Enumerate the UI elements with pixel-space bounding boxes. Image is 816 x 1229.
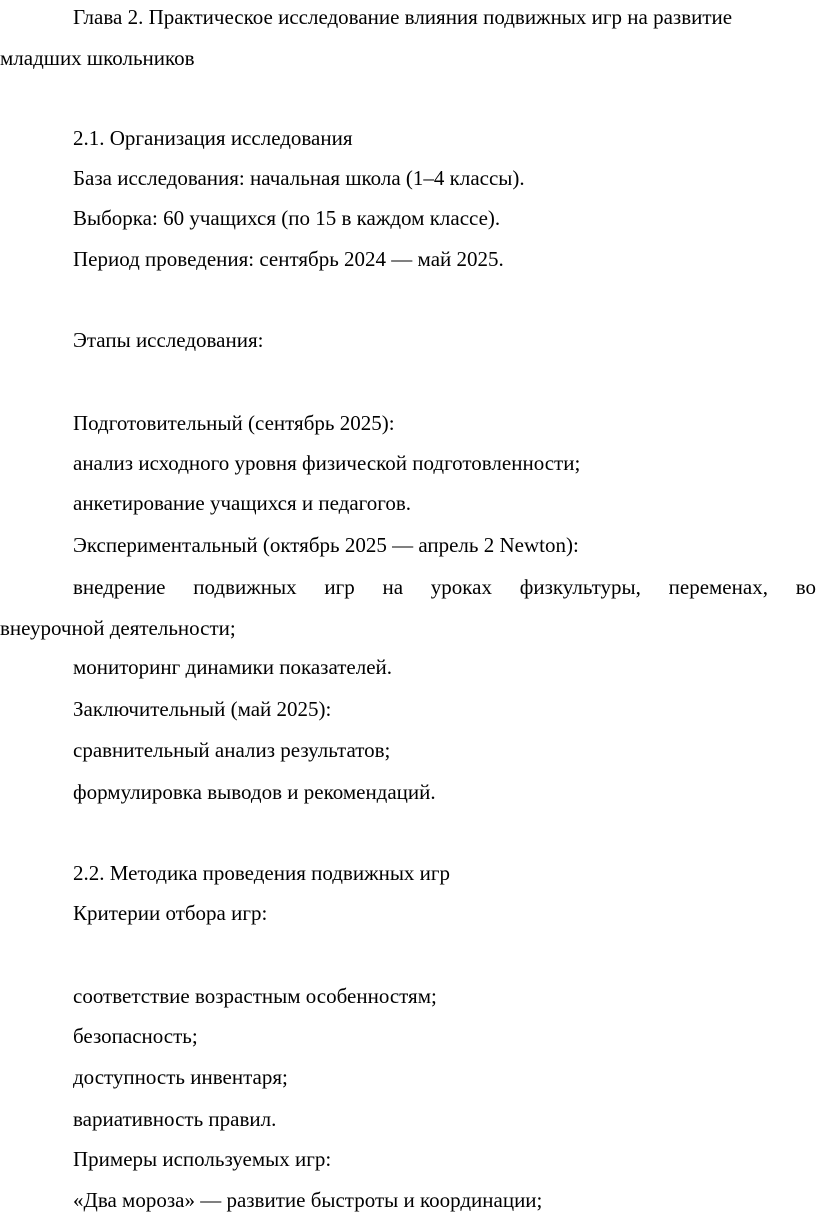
chapter-title-line-1: Глава 2. Практическое исследование влияния подвижных игр на развитие <box>73 5 733 29</box>
criteria-item-4: вариативность правил. <box>73 1107 277 1131</box>
stage-final-item-2: формулировка выводов и рекомендаций. <box>73 780 436 804</box>
justified-word: внедрение <box>73 575 166 599</box>
stage-preparatory-item-2: анкетирование учащихся и педагогов. <box>73 491 412 515</box>
criteria-item-3: доступность инвентаря; <box>73 1065 288 1089</box>
stages-heading: Этапы исследования: <box>73 328 264 352</box>
examples-heading: Примеры используемых игр: <box>73 1147 332 1171</box>
stage-final-item-1: сравнительный анализ результатов; <box>73 738 391 762</box>
stage-experimental-item-1-continued: внеурочной деятельности; <box>0 616 236 640</box>
justified-word: на <box>382 575 404 599</box>
justified-word: физкультуры, <box>519 575 641 599</box>
justified-word: во <box>795 575 816 599</box>
section-1-title: 2.1. Организация исследования <box>73 126 353 150</box>
justified-word: переменах, <box>668 575 768 599</box>
justified-word: уроках <box>430 575 492 599</box>
chapter-title-line-2: младших школьников <box>0 46 195 70</box>
stage-experimental-item-2: мониторинг динамики показателей. <box>73 655 393 679</box>
justified-word: игр <box>324 575 355 599</box>
research-sample: Выборка: 60 учащихся (по 15 в каждом классе). <box>73 206 501 230</box>
research-period: Период проведения: сентябрь 2024 — май 2025. <box>73 247 504 271</box>
criteria-heading: Критерии отбора игр: <box>73 901 268 925</box>
criteria-item-1: соответствие возрастным особенностям; <box>73 984 437 1008</box>
justified-word: подвижных <box>193 575 297 599</box>
stage-experimental-item-1 <box>73 574 816 600</box>
research-base: База исследования: начальная школа (1–4 классы). <box>73 166 525 190</box>
stage-preparatory-item-1: анализ исходного уровня физической подготовленности; <box>73 451 581 475</box>
criteria-item-2: безопасность; <box>73 1024 198 1048</box>
stage-experimental: Экспериментальный (октябрь 2025 — апрель 2 Newton): <box>73 533 579 557</box>
stage-final: Заключительный (май 2025): <box>73 697 332 721</box>
section-2-title: 2.2. Методика проведения подвижных игр <box>73 861 451 885</box>
example-item-1: «Два мороза» — развитие быстроты и координации; <box>73 1188 543 1212</box>
stage-preparatory: Подготовительный (сентябрь 2025): <box>73 411 395 435</box>
